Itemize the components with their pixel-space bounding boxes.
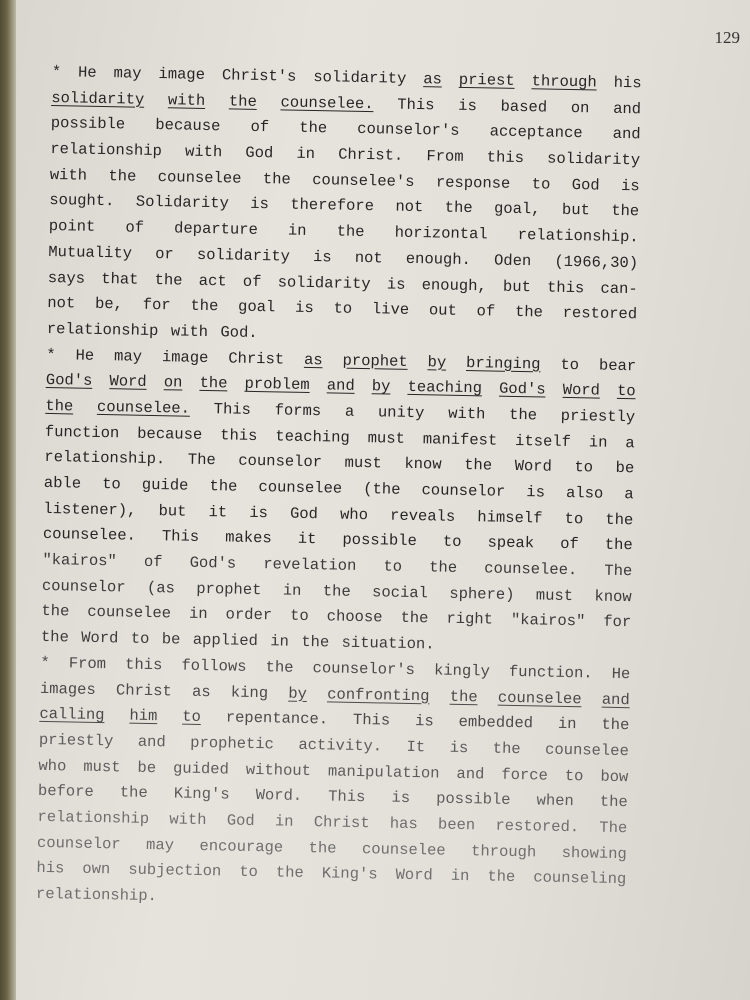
word: to — [239, 863, 259, 882]
word: the — [275, 863, 304, 883]
word: (1966,30) — [554, 252, 639, 273]
word: is — [386, 274, 406, 294]
word: itself — [514, 431, 572, 451]
word: relationship. — [517, 226, 639, 247]
word: based — [500, 97, 548, 117]
word: He — [75, 346, 95, 365]
word: the — [108, 166, 137, 186]
word: and — [326, 376, 355, 396]
word: Oden — [493, 251, 532, 271]
word: in — [188, 605, 208, 624]
word: the — [400, 609, 429, 628]
word: counselee. — [484, 559, 578, 580]
word: King's — [173, 784, 230, 804]
word: solidarity — [546, 149, 641, 170]
word: on — [163, 373, 183, 392]
word: the — [41, 602, 70, 621]
word: the — [487, 867, 516, 887]
word: right — [446, 610, 494, 630]
word: to — [130, 629, 150, 649]
word: is — [414, 712, 434, 731]
word: God's — [45, 371, 93, 391]
word: manifest — [422, 429, 498, 450]
word: the — [299, 119, 328, 138]
word: with — [49, 165, 88, 185]
word: is — [526, 483, 546, 502]
word: goal, — [493, 199, 541, 219]
word: to — [102, 475, 121, 494]
word: the — [190, 296, 219, 316]
word: by — [427, 352, 447, 372]
word: relationship — [46, 319, 159, 340]
word: relationship — [50, 140, 163, 161]
word: through — [531, 72, 597, 92]
word: Mutuality — [48, 242, 133, 263]
word: to — [560, 355, 580, 374]
word: speak — [487, 533, 535, 553]
word: order — [225, 605, 273, 625]
word: relationship — [37, 807, 150, 828]
word: Word — [109, 372, 147, 392]
word: before — [37, 782, 94, 802]
word: on — [570, 98, 590, 118]
word: guide — [141, 475, 189, 495]
word: the — [209, 477, 238, 496]
word: Word. — [255, 786, 303, 806]
word: with — [167, 90, 206, 110]
word: is — [449, 738, 469, 757]
word: God — [245, 143, 274, 163]
word: image — [158, 65, 206, 84]
word: that — [101, 269, 139, 289]
word: the — [322, 582, 351, 601]
word: know — [594, 587, 632, 606]
word: The — [604, 561, 633, 581]
word: with — [170, 322, 209, 341]
word: God. — [220, 323, 258, 342]
word: response — [435, 173, 511, 193]
word: bow — [600, 767, 629, 786]
word: able — [43, 473, 82, 493]
word: listener), — [43, 499, 137, 520]
word: of — [143, 552, 163, 572]
word: him — [129, 706, 158, 726]
word: Christ — [228, 349, 285, 369]
word: acceptance — [489, 122, 583, 143]
word: has — [389, 814, 418, 834]
word: God — [289, 504, 319, 523]
word: makes — [225, 528, 272, 548]
word: bringing — [465, 353, 541, 373]
word: Christ's — [221, 66, 297, 86]
word: social — [371, 582, 429, 603]
word: also — [565, 483, 604, 503]
word: Word — [395, 866, 433, 885]
word: be — [615, 459, 635, 478]
word: counselor — [36, 833, 121, 854]
word: activity. — [298, 735, 383, 756]
word: counselee — [87, 603, 172, 623]
word: to — [333, 299, 353, 318]
word: the — [611, 202, 640, 221]
word: and — [612, 125, 641, 144]
word: Christ. — [337, 145, 404, 165]
word: the — [604, 536, 633, 555]
word: the — [508, 405, 538, 425]
word: showing — [561, 843, 627, 863]
word: restored. — [495, 816, 580, 837]
word: image — [161, 347, 209, 367]
word: of — [242, 272, 262, 291]
word: the — [45, 396, 74, 416]
word: with — [448, 404, 486, 424]
word: when — [536, 791, 574, 811]
word: own — [82, 860, 111, 879]
word: counselor — [41, 576, 126, 597]
word: but — [561, 201, 591, 220]
word: solidarity — [196, 245, 291, 266]
word: in — [287, 221, 307, 241]
word: be — [161, 630, 181, 649]
word: calling — [39, 705, 105, 725]
word: embedded — [458, 713, 534, 733]
word: must — [344, 454, 382, 473]
word: force — [501, 765, 549, 785]
word: can- — [600, 279, 638, 298]
word: the — [463, 456, 493, 475]
word: act — [198, 271, 227, 290]
word: the — [429, 558, 458, 577]
word: "kairos" — [510, 611, 586, 631]
word: in — [274, 812, 294, 831]
word: out — [428, 301, 457, 321]
word: is — [249, 503, 269, 522]
word: himself — [477, 507, 543, 528]
word: of — [250, 118, 270, 137]
word: this — [220, 425, 258, 445]
word: counselor's — [357, 120, 460, 141]
word: The — [599, 818, 628, 838]
word: of — [559, 535, 579, 554]
word: be, — [94, 295, 124, 314]
word: in — [296, 144, 316, 164]
word: possible — [50, 114, 126, 134]
word: subjection — [128, 860, 222, 881]
word: * — [46, 345, 56, 364]
word: the — [599, 792, 628, 812]
word: the — [605, 510, 634, 529]
word: with — [169, 810, 207, 830]
word: it — [297, 530, 317, 549]
word: through — [470, 841, 537, 862]
word: may — [113, 64, 142, 83]
word: sphere) — [449, 584, 515, 604]
word: images — [39, 679, 96, 699]
word: counselor's — [312, 658, 416, 679]
word: to — [531, 174, 551, 194]
word: King's — [321, 864, 378, 884]
word: possible — [342, 531, 418, 551]
word: the — [336, 222, 365, 242]
word: to — [383, 557, 403, 576]
word: king — [230, 683, 269, 702]
word: counselee — [544, 740, 630, 761]
word: the — [154, 270, 183, 290]
word: enough, — [421, 275, 487, 295]
word: This — [352, 711, 391, 730]
word: the — [444, 199, 473, 218]
word: as — [191, 682, 211, 701]
word: This — [161, 527, 200, 547]
word: unity — [377, 403, 425, 423]
word: priestly — [38, 730, 114, 751]
word: because — [155, 116, 221, 136]
word: counselee — [157, 167, 242, 188]
word: the — [119, 783, 148, 803]
word: the — [301, 633, 330, 652]
word: is — [294, 298, 314, 318]
word: forms — [274, 401, 322, 421]
word: guided — [172, 759, 230, 779]
word: Christ — [115, 680, 172, 700]
word: this — [124, 655, 163, 675]
word: a — [624, 485, 634, 504]
word: counselor — [421, 481, 506, 501]
word: God — [226, 811, 255, 830]
word: the — [514, 303, 544, 322]
word: who — [339, 505, 369, 524]
word: know — [404, 455, 442, 474]
word: the — [492, 739, 521, 758]
word: Word — [514, 457, 553, 476]
word: prophet — [196, 579, 262, 599]
word: counselee — [497, 688, 582, 708]
word: From — [426, 147, 464, 166]
word: (as — [146, 578, 176, 598]
word: not — [395, 198, 424, 217]
word: and — [137, 732, 166, 752]
word: Word — [81, 628, 119, 648]
word: the — [199, 374, 228, 393]
word: "kairos" — [42, 550, 117, 571]
word: relationship. — [35, 884, 158, 906]
word: counselee — [258, 478, 343, 498]
word: follows — [181, 656, 247, 676]
word: counselee. — [42, 525, 137, 546]
word: and — [456, 764, 485, 783]
word: revelation — [263, 555, 357, 575]
word: for — [603, 613, 632, 632]
word: counselee. — [96, 397, 191, 418]
word: it — [208, 502, 228, 522]
word: because — [137, 424, 203, 444]
body-text — [36, 60, 642, 919]
word: to — [182, 707, 202, 727]
word: not — [47, 294, 76, 313]
word: is — [391, 788, 411, 808]
word: in — [588, 433, 608, 452]
word: enough. — [405, 249, 472, 269]
word: prophetic — [190, 733, 275, 754]
word: in — [557, 715, 577, 734]
word: God's — [189, 553, 237, 573]
word: to — [289, 607, 309, 626]
word: must — [367, 428, 406, 448]
word: departure — [173, 219, 259, 240]
word: This — [213, 400, 252, 419]
word: by — [371, 377, 391, 396]
word: situation. — [341, 633, 435, 654]
word: in — [450, 867, 470, 886]
word: confronting — [327, 684, 430, 705]
word: applied — [192, 630, 259, 651]
word: as — [423, 70, 443, 89]
word: function. — [508, 662, 593, 683]
word: goal — [237, 297, 276, 317]
word: as — [303, 350, 323, 369]
word: this — [546, 278, 585, 297]
word: may — [145, 835, 175, 855]
word: the — [40, 628, 69, 647]
word: solidarity — [277, 272, 371, 293]
book-binding-edge — [0, 0, 16, 1000]
word: manipulation — [327, 761, 440, 783]
word: the — [262, 169, 291, 189]
word: prophet — [342, 351, 408, 371]
word: without — [245, 760, 312, 780]
word: kingly — [433, 661, 491, 681]
word: by — [288, 684, 308, 703]
word: This — [397, 95, 435, 115]
word: function — [44, 422, 120, 442]
word: teaching — [275, 426, 350, 447]
word: been — [437, 815, 476, 835]
word: Christ — [313, 813, 370, 833]
word: live — [371, 300, 410, 320]
word: and — [601, 690, 630, 709]
word: of — [476, 302, 496, 321]
word: for — [142, 295, 171, 315]
page-number: 129 — [714, 28, 740, 47]
word: this — [486, 148, 525, 168]
word: and — [612, 99, 642, 119]
word: It — [406, 737, 426, 757]
word: reveals — [389, 506, 456, 526]
word: counseling — [533, 868, 627, 889]
word: This — [328, 787, 366, 807]
word: his — [36, 859, 65, 878]
word: encourage — [199, 836, 284, 857]
word: says — [47, 268, 86, 288]
word: the — [449, 687, 478, 706]
word: priestly — [560, 406, 636, 427]
word: with — [184, 142, 223, 162]
word: From — [68, 654, 107, 673]
word: * — [40, 653, 50, 672]
word: point — [48, 217, 96, 236]
word: to — [564, 509, 584, 528]
word: He — [611, 664, 631, 684]
word: or — [154, 244, 174, 264]
word: Solidarity — [135, 193, 230, 213]
word: God's — [498, 379, 546, 399]
word: is — [312, 247, 332, 267]
word: the — [601, 715, 630, 735]
word: a — [625, 433, 635, 452]
word: is — [620, 176, 640, 196]
word: to — [442, 532, 462, 552]
word: counselee — [361, 839, 446, 860]
word: in — [270, 632, 290, 651]
word: must — [535, 586, 574, 605]
word: his — [613, 73, 642, 93]
word: possible — [435, 789, 511, 810]
word: sought. — [49, 191, 115, 211]
word: solidarity — [51, 88, 145, 109]
word: to — [616, 382, 636, 401]
word: a — [344, 402, 355, 421]
word: (the — [363, 480, 401, 499]
word: but — [158, 501, 187, 521]
word: solidarity — [313, 68, 407, 88]
word: is — [458, 96, 478, 115]
word: the — [308, 838, 337, 858]
word: in — [282, 581, 302, 600]
word: The — [187, 450, 216, 470]
word: must — [83, 757, 121, 777]
word: of — [125, 218, 145, 237]
word: therefore — [290, 196, 375, 216]
word: choose — [326, 607, 383, 627]
word: but — [502, 277, 532, 296]
word: horizontal — [394, 223, 488, 244]
word: restored — [562, 304, 638, 324]
word: priest — [458, 70, 515, 90]
word: God — [571, 175, 600, 195]
word: relationship. — [44, 448, 166, 469]
word: not — [354, 248, 383, 268]
word: to — [564, 766, 584, 785]
word: * — [51, 62, 62, 82]
word: repentance. — [225, 708, 329, 729]
word: counselee's — [312, 170, 415, 191]
word: be — [137, 758, 157, 777]
word: is — [250, 195, 270, 214]
word: problem — [244, 375, 310, 395]
word: counselee. — [280, 93, 374, 113]
word: teaching — [407, 378, 483, 398]
word: counselor — [238, 451, 323, 472]
word: He — [77, 63, 97, 82]
word: Word — [562, 381, 601, 400]
word: may — [113, 346, 143, 366]
word: bear — [598, 356, 637, 375]
word: the — [228, 92, 258, 111]
word: the — [265, 658, 294, 677]
word: to — [574, 458, 594, 477]
word: who — [38, 756, 67, 775]
